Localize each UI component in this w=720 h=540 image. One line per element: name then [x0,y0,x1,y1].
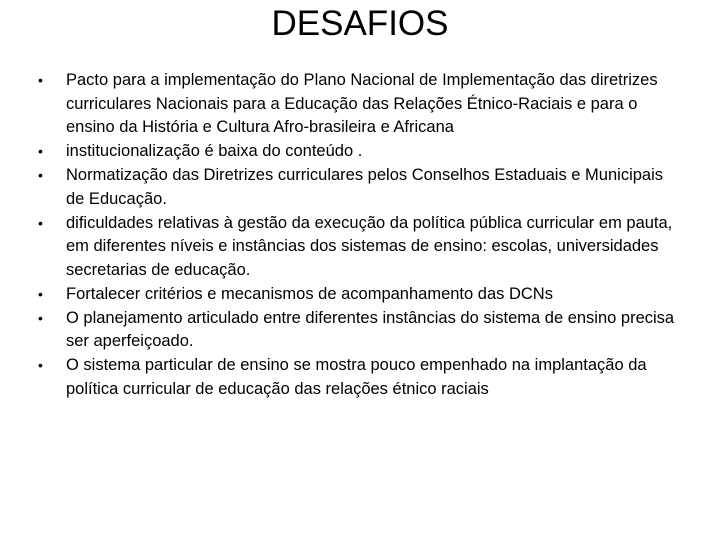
bullet-dot-icon: • [38,72,43,88]
bullet-dot-icon: • [38,167,43,183]
bullet-text: O sistema particular de ensino se mostra pouco empenhado na implantação da política curricular de educação das relações étnico raciais [66,356,647,398]
bullet-item [36,283,676,307]
bullet-text: institucionalização é baixa do conteúdo . [66,142,363,160]
bullet-list [36,69,676,402]
bullet-item [36,212,676,283]
bullet-item [36,140,676,164]
bullet-text: Fortalecer critérios e mecanismos de acompanhamento das DCNs [66,284,553,303]
bullet-text: dificuldades relativas à gestão da execução da política pública curricular em pauta, em diferentes níveis e instâncias dos sistemas de ensino: escolas, universidades secretarias de educação. [66,213,673,279]
bullet-dot-icon: • [38,309,43,326]
bullet-text: O planejamento articulado entre diferentes instâncias do sistema de ensino precisa ser aperfeiçoado. [66,308,675,350]
bullet-item [36,164,676,211]
bullet-text: Pacto para a implementação do Plano Nacional de Implementação das diretrizes curriculares Nacionais para a Educação das Relações Étnico-Raciais e para o ensino da História e Cultura Afro-brasileira e Africana [66,71,658,136]
bullet-item [36,354,676,401]
slide-title: DESAFIOS [271,4,449,43]
bullet-dot-icon: • [38,285,43,302]
bullet-item [36,69,676,140]
bullet-dot-icon: • [38,357,43,373]
bullet-text: Normatização das Diretrizes curriculares pelos Conselhos Estaduais e Municipais de Educação. [66,166,664,208]
bullet-item [36,307,676,354]
bullet-dot-icon: • [38,143,43,159]
bullet-dot-icon: • [38,214,43,231]
